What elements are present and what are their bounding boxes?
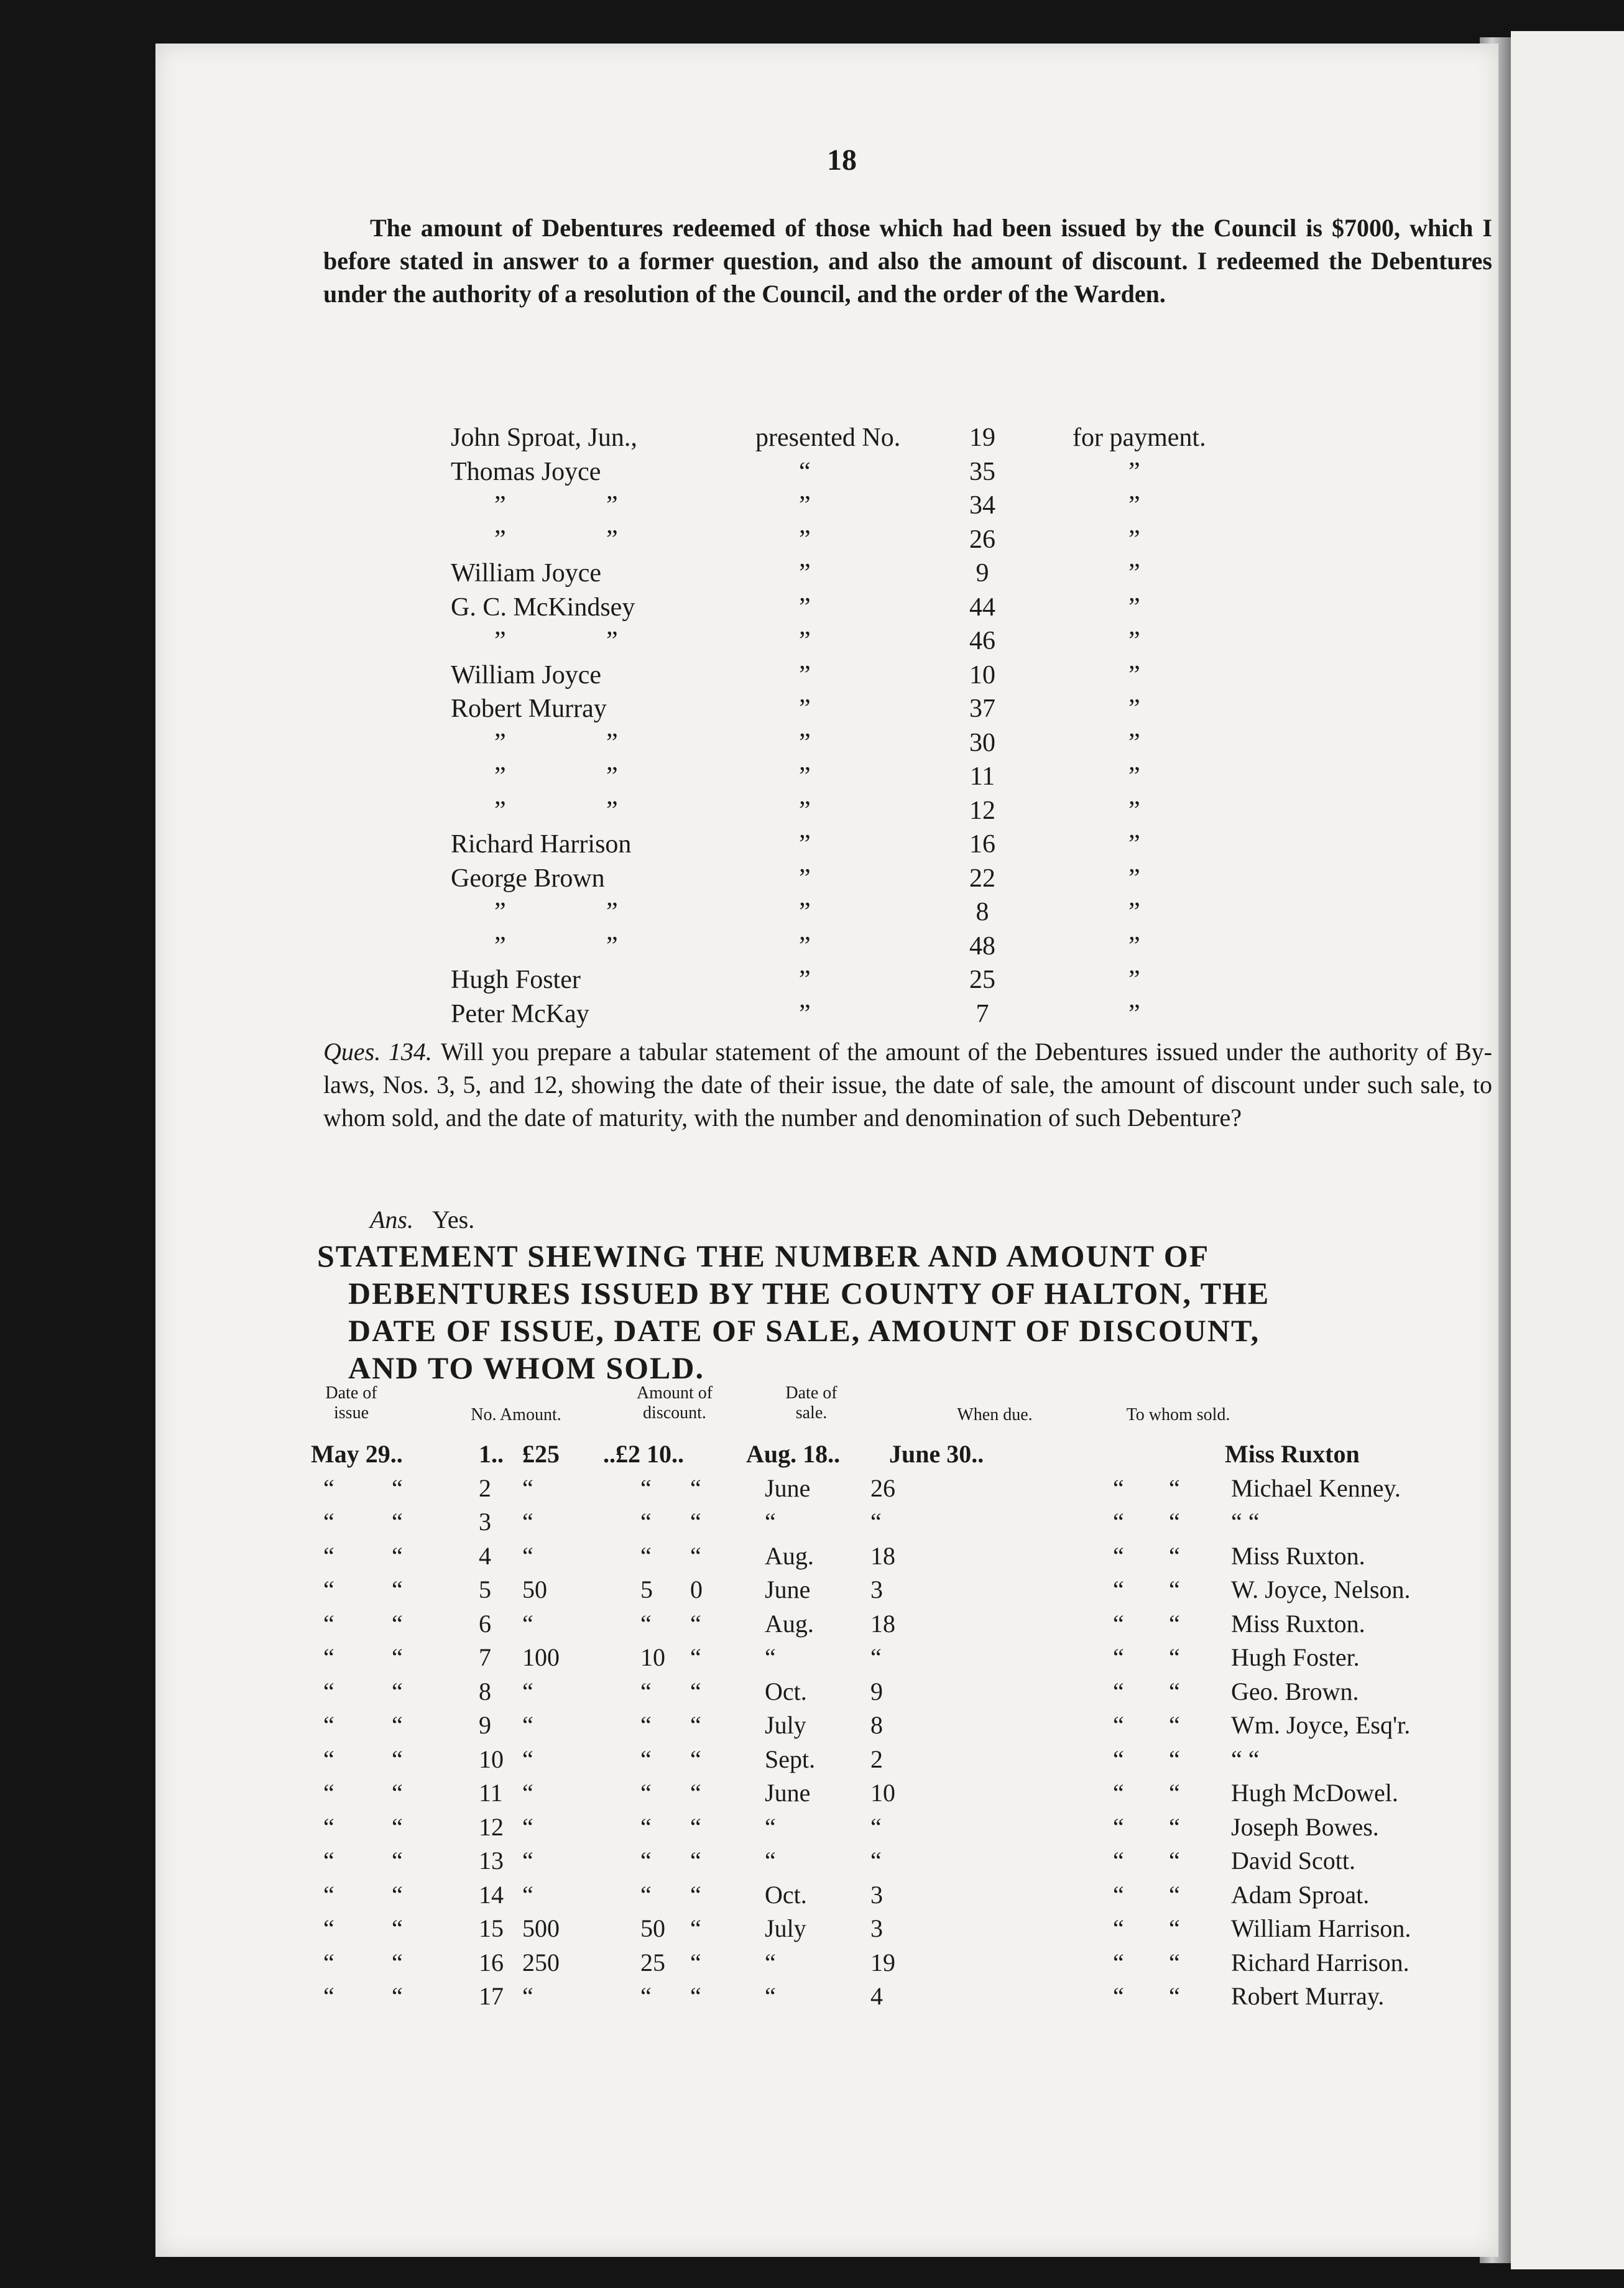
discount-amount: “	[640, 1812, 652, 1841]
buyer-name: Hugh McDowel.	[1231, 1779, 1398, 1807]
ditto-mark: ”	[1128, 694, 1140, 723]
debenture-number: 30	[969, 728, 995, 757]
ditto-mark: “	[323, 1914, 334, 1942]
ditto-mark: ”	[1128, 999, 1140, 1028]
ditto-mark: ”	[606, 898, 618, 926]
issue-date: May 29..	[311, 1440, 403, 1468]
buyer-name: Miss Ruxton.	[1231, 1609, 1365, 1638]
buyer-name: Adam Sproat.	[1231, 1880, 1370, 1909]
sale-day: “	[870, 1812, 882, 1841]
sale-month: “	[765, 1812, 776, 1841]
debenture-number: 11	[969, 762, 995, 791]
discount-shillings: “	[690, 1643, 701, 1671]
payee-name: Thomas Joyce	[451, 457, 601, 486]
ditto-mark: “	[1113, 1609, 1124, 1638]
ditto-mark: ”	[494, 491, 506, 520]
ditto-mark: ”	[606, 728, 618, 757]
sale-month: Sept.	[765, 1745, 816, 1773]
page-number: 18	[827, 144, 857, 177]
ditto-mark: “	[392, 1609, 403, 1638]
discount-amount: “	[640, 1745, 652, 1773]
debenture-no: 17	[479, 1982, 504, 2010]
discount-shillings: “	[690, 1847, 701, 1875]
debenture-amount: “	[522, 1508, 533, 1536]
ditto-mark: ”	[799, 694, 811, 723]
discount-amount: 50	[640, 1914, 665, 1942]
ditto-mark: ”	[1128, 491, 1140, 520]
sale-month: “	[765, 1948, 776, 1977]
ditto-mark: ”	[1128, 660, 1140, 690]
intro-paragraph: The amount of Debentures redeemed of those which had been issued by the Council is $7000, which I before stated in answer to a former question, and also the amount of discount. I redeemed the Debentures under the authority of a resolution of the Council, and the order of the Warden.	[323, 214, 1492, 308]
discount-amount: 25	[640, 1948, 665, 1977]
ditto-mark: “	[1113, 1812, 1124, 1841]
heading-line-3: DATE OF ISSUE, DATE OF SALE, AMOUNT OF DISCOUNT,	[348, 1313, 1260, 1348]
debenture-number: 19	[969, 423, 995, 452]
ditto-mark: “	[392, 1508, 403, 1536]
discount-shillings: “	[690, 1779, 701, 1807]
header-to-whom: To whom sold.	[1126, 1405, 1230, 1424]
debenture-no: 2	[479, 1474, 491, 1502]
discount-amount: “	[640, 1880, 652, 1909]
buyer-name: Geo. Brown.	[1231, 1677, 1359, 1705]
sale-month: June	[765, 1474, 811, 1502]
ditto-mark: “	[323, 1880, 334, 1909]
ditto-mark: “	[323, 1677, 334, 1705]
answer-line	[370, 1205, 474, 1234]
ditto-mark: “	[392, 1880, 403, 1909]
ditto-mark: ”	[606, 796, 618, 825]
buyer-name: “ “	[1231, 1508, 1260, 1536]
buyer-name: Miss Ruxton.	[1231, 1541, 1365, 1570]
ditto-mark: ”	[606, 931, 618, 961]
sale-day: 18	[870, 1609, 895, 1638]
ditto-mark: ”	[799, 830, 811, 859]
ditto-mark: ”	[799, 898, 811, 926]
ditto-mark: ”	[799, 864, 811, 893]
discount-amount: 5	[640, 1575, 653, 1603]
ditto-mark: ”	[1128, 830, 1140, 859]
ditto-mark: ”	[606, 627, 618, 655]
ditto-mark: “	[392, 1745, 403, 1773]
discount-shillings: “	[690, 1880, 701, 1909]
ditto-mark: ”	[799, 762, 811, 791]
ditto-mark: “	[1169, 1677, 1180, 1705]
ditto-mark: “	[323, 1474, 334, 1502]
ditto-mark: “	[1113, 1575, 1124, 1603]
sale-day: 18	[870, 1541, 895, 1570]
page-content	[155, 0, 1498, 2213]
buyer-name: Wm. Joyce, Esq'r.	[1231, 1711, 1411, 1739]
ditto-mark: “	[323, 1948, 334, 1977]
ditto-mark: “	[1169, 1643, 1180, 1671]
sale-day: 2	[870, 1745, 883, 1773]
sale-month: “	[765, 1643, 776, 1671]
ditto-mark: “	[1169, 1508, 1180, 1536]
ditto-mark: ”	[1128, 627, 1140, 655]
buyer-name: Robert Murray.	[1231, 1982, 1385, 2010]
sale-day: 4	[870, 1982, 883, 2010]
ditto-mark: ”	[799, 999, 811, 1028]
debenture-no: 11	[479, 1779, 503, 1807]
debenture-number: 16	[969, 830, 995, 859]
ditto-mark: “	[1113, 1847, 1124, 1875]
discount-shillings: “	[690, 1508, 701, 1536]
ditto-mark: “	[1169, 1914, 1180, 1942]
ditto-mark: “	[323, 1982, 334, 2010]
ditto-mark: “	[1169, 1779, 1180, 1807]
debenture-amount: “	[522, 1880, 533, 1909]
ditto-mark: “	[1113, 1914, 1124, 1942]
payee-name: George Brown	[451, 864, 605, 893]
ditto-mark: ”	[494, 796, 506, 825]
debenture-no: 4	[479, 1541, 491, 1570]
ditto-mark: “	[1169, 1474, 1180, 1502]
ditto-mark: “	[1113, 1474, 1124, 1502]
ditto-mark: ”	[799, 491, 811, 520]
ditto-mark: ”	[1128, 457, 1140, 486]
discount-amount: “	[640, 1847, 652, 1875]
ditto-mark: “	[392, 1575, 403, 1603]
sale-day: 3	[870, 1880, 883, 1909]
debenture-no: 6	[479, 1609, 491, 1638]
ditto-mark: “	[323, 1779, 334, 1807]
ditto-mark: “	[323, 1541, 334, 1570]
sale-day: 9	[870, 1677, 883, 1705]
debenture-amount: “	[522, 1609, 533, 1638]
discount-shillings: “	[690, 1474, 701, 1502]
ditto-mark: ”	[606, 525, 618, 554]
payee-name: William Joyce	[451, 660, 602, 690]
debenture-no: 10	[479, 1745, 504, 1773]
debenture-number: 7	[976, 999, 989, 1028]
header-discount: Amount of discount.	[636, 1383, 713, 1423]
buyer-name: “ “	[1231, 1745, 1260, 1773]
sale-month: “	[765, 1982, 776, 2010]
debenture-no: 5	[479, 1575, 491, 1603]
ditto-mark: “	[323, 1745, 334, 1773]
ditto-mark: “	[1169, 1609, 1180, 1638]
discount-shillings: “	[690, 1677, 701, 1705]
debenture-no: 7	[479, 1643, 491, 1671]
debenture-number: 25	[969, 966, 995, 994]
ditto-mark: “	[1169, 1948, 1180, 1977]
debenture-no: 14	[479, 1880, 504, 1909]
debenture-amount: “	[522, 1541, 533, 1570]
ditto-mark: “	[392, 1847, 403, 1875]
ditto-mark: “	[1113, 1745, 1124, 1773]
ditto-mark: “	[1113, 1677, 1124, 1705]
ditto-mark: ”	[1128, 864, 1140, 893]
payee-name: Richard Harrison	[451, 830, 632, 859]
discount-shillings: “	[690, 1914, 701, 1942]
debenture-number: 48	[969, 931, 995, 961]
debenture-number: 10	[969, 660, 995, 690]
sale-day: “	[870, 1508, 882, 1536]
ditto-mark: “	[323, 1643, 334, 1671]
ditto-mark: “	[1113, 1779, 1124, 1807]
ditto-mark: “	[392, 1779, 403, 1807]
ditto-mark: ”	[1128, 796, 1140, 825]
answer-label: Ans.	[370, 1206, 413, 1234]
discount-amount: 10	[640, 1643, 665, 1671]
buyer-name: Michael Kenney.	[1231, 1474, 1401, 1502]
discount-shillings: “	[690, 1982, 701, 2010]
discount-amount: “	[640, 1474, 652, 1502]
debenture-amount: “	[522, 1779, 533, 1807]
answer-text: Yes.	[432, 1206, 475, 1234]
ditto-mark: “	[392, 1914, 403, 1942]
discount-amount: “	[640, 1677, 652, 1705]
payee-name: G. C. McKindsey	[451, 593, 635, 622]
debenture-number: 34	[969, 491, 995, 520]
ditto-mark: ”	[799, 728, 811, 757]
buyer-name: David Scott.	[1231, 1847, 1355, 1875]
payee-name: Peter McKay	[451, 999, 589, 1028]
ditto-mark: “	[392, 1982, 403, 2010]
debenture-no: 1..	[479, 1440, 504, 1468]
discount-amount: “	[640, 1711, 652, 1739]
ditto-mark: “	[1169, 1880, 1180, 1909]
sale-month: June	[765, 1575, 811, 1603]
heading-line-2: DEBENTURES ISSUED BY THE COUNTY OF HALTON, THE	[348, 1276, 1270, 1311]
discount-shillings: “	[690, 1812, 701, 1841]
ditto-mark: ”	[799, 660, 811, 690]
ditto-mark: “	[392, 1541, 403, 1570]
ditto-mark: ”	[1128, 593, 1140, 622]
payee-name: William Joyce	[451, 559, 602, 588]
sale-month: July	[765, 1711, 806, 1739]
debenture-no: 8	[479, 1677, 491, 1705]
debenture-no: 3	[479, 1508, 491, 1536]
ditto-mark: “	[392, 1948, 403, 1977]
debenture-amount: “	[522, 1982, 533, 2010]
ditto-mark: ”	[494, 762, 506, 791]
ditto-mark: ”	[799, 931, 811, 961]
buyer-name: William Harrison.	[1231, 1914, 1411, 1942]
facing-page-edge	[1511, 31, 1624, 2269]
sale-day: 19	[870, 1948, 895, 1977]
ditto-mark: ”	[606, 491, 618, 520]
ditto-mark: “	[1113, 1880, 1124, 1909]
debenture-number: 46	[969, 627, 995, 655]
debenture-number: 35	[969, 457, 995, 486]
buyer-name: W. Joyce, Nelson.	[1231, 1575, 1411, 1603]
debenture-amount: “	[522, 1711, 533, 1739]
ditto-mark: ”	[494, 525, 506, 554]
ditto-mark: “	[1113, 1711, 1124, 1739]
discount-amount: ..£2 10..	[603, 1440, 684, 1468]
ditto-mark: ”	[1128, 525, 1140, 554]
buyer-name: Hugh Foster.	[1231, 1643, 1360, 1671]
debenture-no: 13	[479, 1847, 504, 1875]
sale-day: 3	[870, 1914, 883, 1942]
discount-amount: “	[640, 1609, 652, 1638]
discount-shillings: “	[690, 1948, 701, 1977]
ditto-mark: “	[1169, 1711, 1180, 1739]
debenture-number: 12	[969, 796, 995, 825]
buyer-name: Joseph Bowes.	[1231, 1812, 1379, 1841]
debenture-amount: “	[522, 1812, 533, 1841]
for-payment-label: for payment.	[1073, 423, 1206, 452]
ditto-mark: ”	[799, 559, 811, 588]
ditto-mark: “	[392, 1812, 403, 1841]
ditto-mark: “	[323, 1575, 334, 1603]
ditto-mark: ”	[1128, 931, 1140, 961]
statement-heading	[317, 1237, 1498, 1386]
debenture-no: 15	[479, 1914, 504, 1942]
sale-month: June	[765, 1779, 811, 1807]
ditto-mark: “	[1169, 1575, 1180, 1603]
ditto-mark: “	[1169, 1745, 1180, 1773]
sale-day: “	[870, 1643, 882, 1671]
debenture-no: 12	[479, 1812, 504, 1841]
ditto-mark: “	[323, 1711, 334, 1739]
debenture-number: 9	[976, 559, 989, 588]
ditto-mark: ”	[799, 966, 811, 994]
discount-shillings: “	[690, 1541, 701, 1570]
discount-shillings: “	[690, 1609, 701, 1638]
ditto-mark: “	[323, 1508, 334, 1536]
ditto-mark: “	[1113, 1541, 1124, 1570]
due-date: June 30..	[889, 1440, 984, 1468]
ditto-mark: ”	[494, 931, 506, 961]
ditto-mark: ”	[1128, 966, 1140, 994]
buyer-name: Miss Ruxton	[1225, 1440, 1360, 1468]
ditto-mark: “	[1169, 1812, 1180, 1841]
debenture-amount: 500	[522, 1914, 560, 1942]
ditto-mark: “	[323, 1847, 334, 1875]
debenture-amount: 250	[522, 1948, 560, 1977]
presented-label: presented No.	[755, 423, 901, 452]
debenture-amount: 100	[522, 1643, 560, 1671]
sale-month: July	[765, 1914, 806, 1942]
ditto-mark: “	[1169, 1982, 1180, 2010]
ditto-mark: ”	[799, 627, 811, 655]
debenture-amount: “	[522, 1677, 533, 1705]
sale-month: Oct.	[765, 1880, 807, 1909]
sale-month: “	[765, 1847, 776, 1875]
question-text: Will you prepare a tabular statement of the amount of the Debentures issued under the authority of By-laws, Nos. 3, 5, and 12, showing the date of their issue, the date of sale, the amount of discount under such sale, to whom sold, and the date of maturity, with the number and denomination of such Debenture?	[323, 1038, 1492, 1132]
debenture-no: 9	[479, 1711, 491, 1739]
payee-name: John Sproat, Jun.,	[451, 423, 637, 452]
ditto-mark: ”	[1128, 559, 1140, 588]
ditto-mark: “	[1113, 1948, 1124, 1977]
discount-amount: “	[640, 1779, 652, 1807]
ditto-mark: ”	[606, 762, 618, 791]
discount-shillings: “	[690, 1745, 701, 1773]
debenture-no: 16	[479, 1948, 504, 1977]
ditto-mark: “	[392, 1711, 403, 1739]
sale-day: 26	[870, 1474, 895, 1502]
discount-shillings: 0	[690, 1575, 703, 1603]
heading-line-4: AND TO WHOM SOLD.	[348, 1350, 704, 1385]
ditto-mark: “	[323, 1609, 334, 1638]
ditto-mark: “	[1113, 1643, 1124, 1671]
header-date-issue: Date of issue	[325, 1383, 377, 1423]
ditto-mark: “	[1169, 1541, 1180, 1570]
ditto-mark: ”	[1128, 898, 1140, 926]
debenture-amount: “	[522, 1474, 533, 1502]
sale-month: Aug.	[765, 1541, 814, 1570]
sale-day: “	[870, 1847, 882, 1875]
ditto-mark: “	[392, 1643, 403, 1671]
heading-line-1: STATEMENT SHEWING THE NUMBER AND AMOUNT OF	[317, 1239, 1210, 1273]
discount-amount: “	[640, 1508, 652, 1536]
sale-month: “	[765, 1508, 776, 1536]
debenture-amount: “	[522, 1745, 533, 1773]
header-no-amount: No. Amount.	[471, 1405, 561, 1424]
payee-name: Robert Murray	[451, 694, 607, 723]
debenture-number: 26	[969, 525, 995, 554]
ditto-mark: ”	[494, 898, 506, 926]
sale-month: Aug.	[765, 1609, 814, 1638]
ditto-mark: ”	[494, 728, 506, 757]
ditto-mark: ”	[799, 593, 811, 622]
ditto-mark: ”	[799, 525, 811, 554]
ditto-mark: “	[1113, 1508, 1124, 1536]
debenture-amount: “	[522, 1847, 533, 1875]
question-paragraph	[323, 1035, 1492, 1134]
discount-amount: “	[640, 1541, 652, 1570]
ditto-mark: “	[392, 1677, 403, 1705]
sale-date: Aug. 18..	[746, 1440, 841, 1468]
buyer-name: Richard Harrison.	[1231, 1948, 1409, 1977]
header-when-due: When due.	[957, 1405, 1033, 1424]
debenture-amount: 50	[522, 1575, 547, 1603]
debenture-number: 44	[969, 593, 995, 622]
sale-day: 3	[870, 1575, 883, 1603]
ditto-mark: ”	[1128, 762, 1140, 791]
ditto-mark: “	[392, 1474, 403, 1502]
debenture-number: 37	[969, 694, 995, 723]
header-date-sale: Date of sale.	[785, 1383, 837, 1423]
sale-day: 8	[870, 1711, 883, 1739]
ditto-mark: “	[1169, 1847, 1180, 1875]
discount-amount: “	[640, 1982, 652, 2010]
ditto-mark: “	[323, 1812, 334, 1841]
debenture-number: 22	[969, 864, 995, 893]
ditto-mark: ”	[1128, 728, 1140, 757]
sale-day: 10	[870, 1779, 895, 1807]
ditto-mark: “	[1113, 1982, 1124, 2010]
ditto-mark: ”	[494, 627, 506, 655]
sale-month: Oct.	[765, 1677, 807, 1705]
payee-name: Hugh Foster	[451, 966, 581, 994]
discount-shillings: “	[690, 1711, 701, 1739]
debenture-number: 8	[976, 898, 989, 926]
debenture-amount: £25	[522, 1440, 560, 1468]
ditto-mark: ”	[799, 796, 811, 825]
ditto-mark: “	[799, 457, 811, 486]
question-label: Ques. 134.	[323, 1038, 432, 1066]
